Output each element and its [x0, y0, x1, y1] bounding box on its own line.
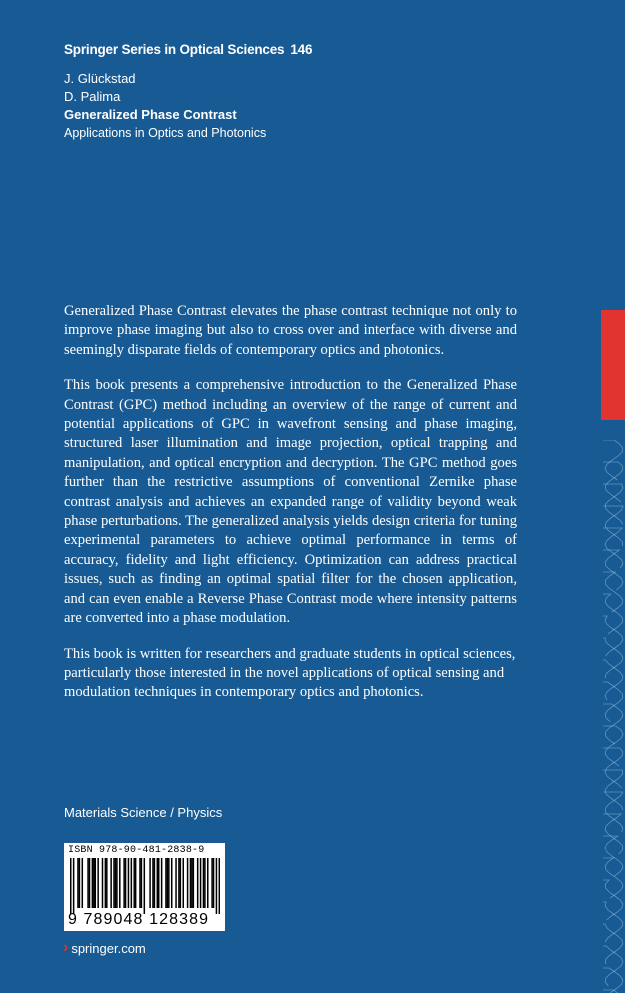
- barcode-bar: [211, 858, 213, 908]
- barcode-bar: [141, 858, 143, 908]
- wave-line: [603, 924, 623, 964]
- barcode-bar: [110, 858, 112, 908]
- description-paragraph-3: This book is written for researchers and graduate students in optical sciences, particularly those interested in the novel applications of optical sensing and modulation techniques in contemporary optics and photonics.: [64, 645, 516, 701]
- accent-strip: [601, 310, 625, 420]
- barcode-bar: [119, 858, 121, 908]
- series-number: 146: [290, 42, 313, 57]
- barcode-bar: [116, 858, 118, 908]
- barcode-bar: [152, 858, 154, 908]
- isbn-barcode-box: [64, 843, 225, 931]
- barcode-bar: [165, 858, 167, 908]
- book-credits: [64, 70, 266, 142]
- book-title: Generalized Phase Contrast: [64, 107, 237, 122]
- wave-line: [603, 506, 623, 546]
- barcode-bar: [161, 858, 163, 908]
- barcode-bar: [190, 858, 192, 908]
- barcode-bar: [73, 858, 75, 914]
- wave-line: [603, 550, 623, 590]
- wave-line: [603, 814, 623, 854]
- barcode-bar: [187, 858, 189, 908]
- barcode-bar: [203, 858, 205, 908]
- description-paragraph-2: This book presents a comprehensive introduction to the Generalized Phase Contrast (GPC) method including an overview of the range of current and potential applications of GPC in wavefront sensing and phase imaging, structured laser illumination and image projection, optical trapping and manipulation, and optical encryption and decryption. The GPC method goes further than the restrictive assumptions of conventional Zernike phase contrast analysis and achieves an expanded range of validity beyond weak phase perturbations. The generalized analysis yields design criteria for tuning experimental parameters to achieve optimal performance in terms of accuracy, fidelity and light efficiency. Optimization can address practical issues, such as finding an optimal spatial filter for the chosen application, and can even enable a Reverse Phase Contrast mode where intensity patterns are converted into a phase modulation.: [64, 377, 517, 627]
- chevron-right-icon: ›: [63, 939, 69, 956]
- series-name: Springer Series in Optical Sciences: [64, 42, 285, 57]
- barcode-bar: [97, 858, 99, 908]
- barcode-bar: [167, 858, 169, 908]
- barcode-bar: [178, 858, 180, 908]
- barcode-bar: [168, 858, 170, 908]
- wave-line: [603, 594, 623, 634]
- barcode-bar: [115, 858, 117, 908]
- barcode-bar: [133, 858, 135, 908]
- wave-line: [603, 660, 623, 700]
- publisher-link[interactable]: [63, 940, 146, 956]
- barcode-digits: 9 789048 128389: [68, 911, 210, 928]
- barcode-bar: [183, 858, 185, 908]
- barcode-bar: [79, 858, 81, 908]
- barcode-bar: [154, 858, 156, 908]
- barcode-icon: [70, 858, 220, 914]
- barcode-bar: [213, 858, 215, 908]
- wave-line: [603, 858, 623, 898]
- barcode-bar: [113, 858, 115, 908]
- wave-line: [603, 616, 623, 656]
- subject-category: Materials Science / Physics: [64, 805, 223, 820]
- barcode-bar: [157, 858, 159, 908]
- barcode-bar: [128, 858, 130, 908]
- barcode-bar: [93, 858, 95, 908]
- wave-line: [603, 572, 623, 612]
- wave-line: [603, 682, 623, 722]
- wave-line: [603, 946, 623, 986]
- barcode-bar: [144, 858, 146, 914]
- barcode-bar: [216, 858, 218, 914]
- wave-line: [603, 462, 623, 502]
- barcode-bar: [197, 858, 199, 908]
- barcode-bar: [105, 858, 107, 908]
- barcode-bar: [92, 858, 94, 908]
- wave-line: [603, 704, 623, 744]
- barcode-bar: [102, 858, 104, 908]
- barcode-bar: [77, 858, 79, 908]
- barcode-bar: [158, 858, 160, 908]
- barcode-bar: [125, 858, 127, 908]
- wave-line: [603, 770, 623, 810]
- barcode-bar: [139, 858, 141, 908]
- description-paragraph-1: Generalized Phase Contrast elevates the phase contrast technique not only to improve phase imaging but also to cross over and interface with diverse and seemingly disparate fields of contemporary optics and photonics.: [64, 303, 517, 358]
- barcode-bar: [89, 858, 91, 908]
- book-description: [64, 302, 517, 719]
- author-2: D. Palima: [64, 89, 121, 104]
- barcode-bar: [135, 858, 137, 908]
- barcode-bar: [207, 858, 209, 908]
- barcode-bar: [175, 858, 177, 908]
- wave-pattern-decoration: [603, 440, 625, 993]
- isbn-label: ISBN 978-90-481-2838-9: [68, 845, 205, 856]
- barcode-bar: [149, 858, 151, 908]
- barcode-bar: [70, 858, 72, 914]
- book-subtitle: Applications in Optics and Photonics: [64, 126, 267, 140]
- series-line: [64, 42, 312, 57]
- barcode-bar: [180, 858, 182, 908]
- barcode-bar: [123, 858, 125, 908]
- barcode-bar: [131, 858, 133, 908]
- barcode-bar: [204, 858, 206, 908]
- barcode-bar: [106, 858, 108, 908]
- wave-line: [603, 902, 623, 942]
- barcode-bar: [200, 858, 202, 908]
- barcode-bar: [171, 858, 173, 908]
- barcode-bar: [191, 858, 193, 908]
- barcode-bar: [95, 858, 97, 908]
- author-1: J. Glückstad: [64, 71, 136, 86]
- barcode-bar: [219, 858, 220, 914]
- publisher-url: springer.com: [71, 940, 146, 956]
- barcode-bar: [87, 858, 89, 908]
- barcode-bar: [82, 858, 84, 908]
- barcode-bar: [193, 858, 195, 908]
